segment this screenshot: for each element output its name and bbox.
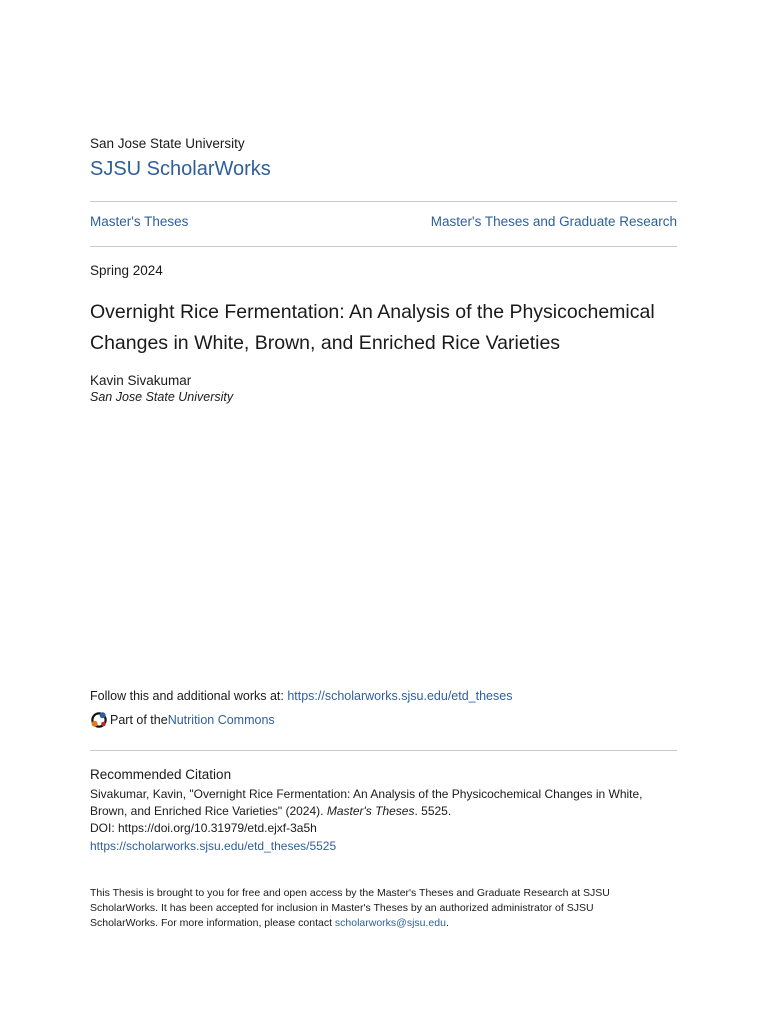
notice-line-3 <box>90 916 680 931</box>
part-of-line <box>90 711 275 729</box>
notice-end: . <box>445 917 449 929</box>
graduate-research-link[interactable]: Master's Theses and Graduate Research <box>430 214 677 229</box>
part-of-prefix: Part of the <box>110 713 168 727</box>
citation-line-1: Sivakumar, Kavin, "Overnight Rice Fermentation: An Analysis of the Physicochemical Changes in White, <box>90 787 643 801</box>
citation-number: . 5525. <box>414 804 452 819</box>
masters-theses-link[interactable]: Master's Theses <box>90 214 189 229</box>
divider-nav <box>90 246 677 247</box>
access-notice <box>90 886 680 931</box>
citation-doi: DOI: https://doi.org/10.31979/etd.ejxf-3a5h <box>90 821 317 836</box>
notice-line-1: This Thesis is brought to you for free and open access by the Master's Theses and Graduate Research at SJSU <box>90 887 610 899</box>
follow-prefix: Follow this and additional works at: <box>90 689 288 703</box>
follow-line <box>90 689 512 703</box>
thesis-title: Overnight Rice Fermentation: An Analysis of the Physicochemical Changes in White, Brown, and Enriched Rice Varieties <box>90 301 655 354</box>
author-name: Kavin Sivakumar <box>90 373 192 388</box>
citation-line-2 <box>90 803 680 820</box>
collection-url-link[interactable]: https://scholarworks.sjsu.edu/etd_theses <box>287 689 513 703</box>
repository-link[interactable]: SJSU ScholarWorks <box>90 158 271 180</box>
notice-line-2: ScholarWorks. It has been accepted for inclusion in Master's Theses by an authorized administrator of SJSU <box>90 902 594 914</box>
citation-heading: Recommended Citation <box>90 767 232 782</box>
citation-journal: Master's Theses <box>326 804 415 819</box>
citation-text: Brown, and Enriched Rice Varieties" (2024). <box>90 804 327 819</box>
author-affiliation: San Jose State University <box>90 390 234 404</box>
publication-date: Spring 2024 <box>90 263 163 278</box>
university-name: San Jose State University <box>90 136 245 151</box>
contact-email-link[interactable]: scholarworks@sjsu.edu <box>334 917 446 929</box>
network-commons-icon <box>90 711 108 729</box>
citation-block <box>90 786 680 855</box>
divider-top <box>90 201 677 202</box>
notice-text: ScholarWorks. For more information, please contact <box>90 917 335 929</box>
divider-citation <box>90 750 677 751</box>
thesis-url-link[interactable]: https://scholarworks.sjsu.edu/etd_theses/5525 <box>90 838 337 853</box>
nutrition-commons-link[interactable]: Nutrition Commons <box>167 713 275 727</box>
collection-nav <box>90 214 677 229</box>
